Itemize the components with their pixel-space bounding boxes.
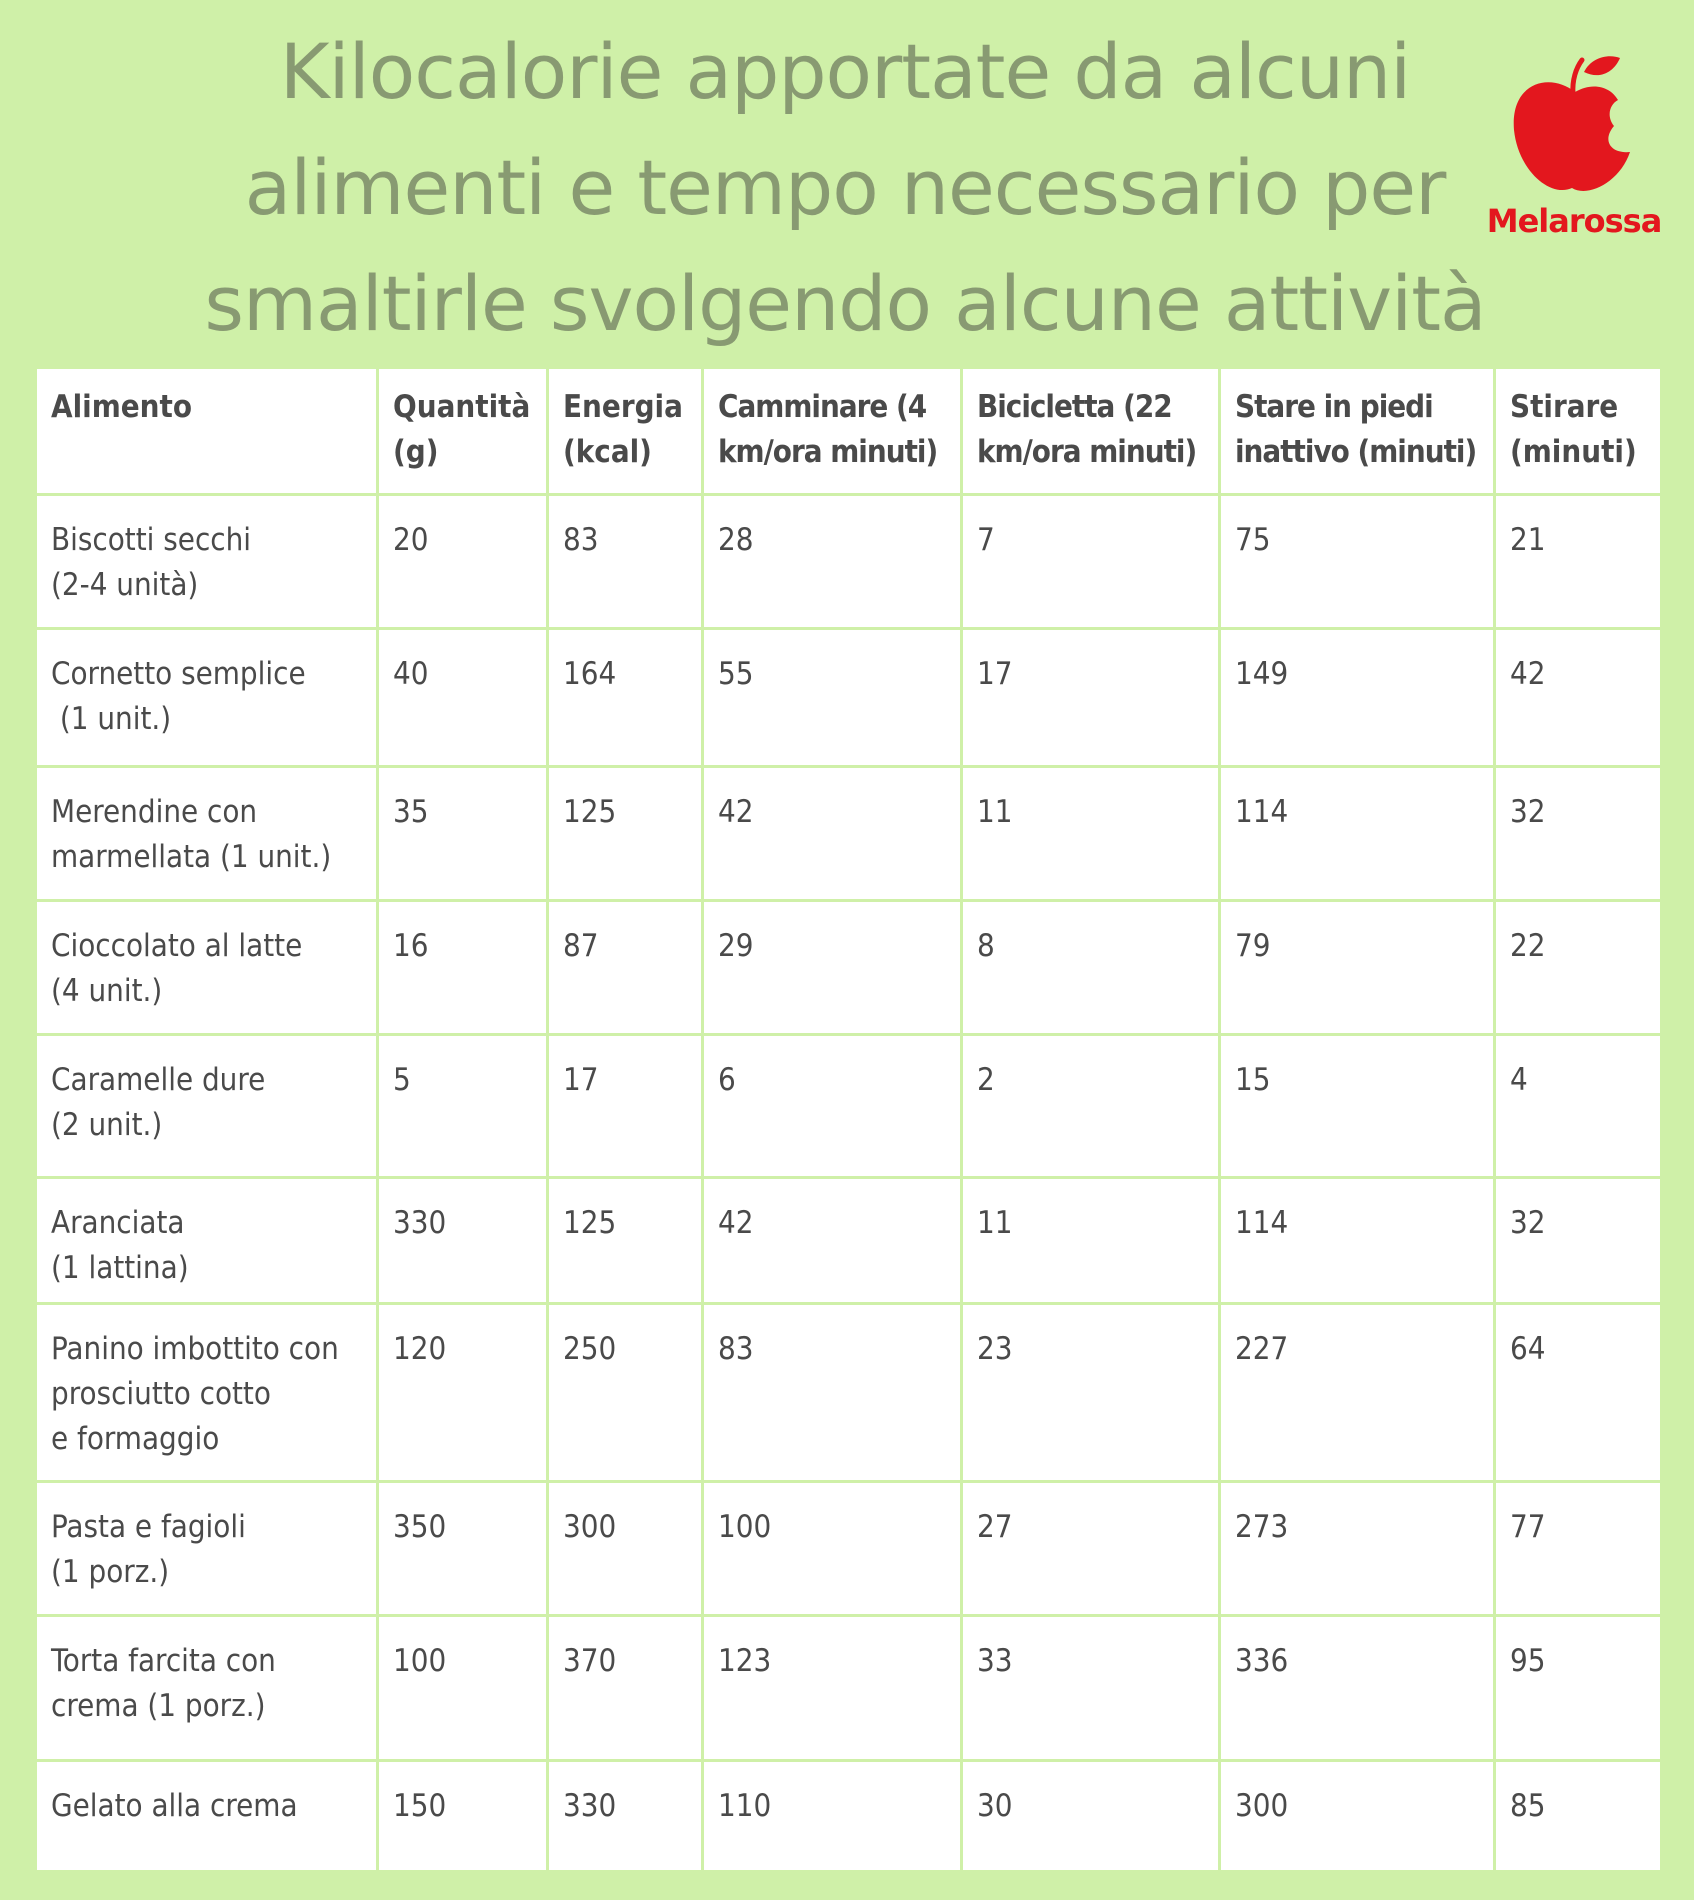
table-row — [36, 1482, 1662, 1616]
header-alimento: Alimento — [36, 368, 378, 495]
cell-qty: 120 — [378, 1304, 548, 1482]
cell-bike: 7 — [962, 495, 1220, 629]
cell-qty: 150 — [378, 1761, 548, 1872]
table-row — [36, 1616, 1662, 1761]
cell-alimento — [36, 1035, 378, 1178]
cell-alimento-line: (2-4 unità) — [51, 567, 199, 603]
cell-alimento-line: Merendine con — [51, 794, 258, 830]
cell-qty: 16 — [378, 901, 548, 1035]
table-row — [36, 629, 1662, 767]
cell-walk: 123 — [703, 1616, 962, 1761]
cell-kcal: 83 — [548, 495, 703, 629]
cell-alimento — [36, 1482, 378, 1616]
cell-iron: 64 — [1495, 1304, 1662, 1482]
cell-stand: 336 — [1220, 1616, 1495, 1761]
header-bicicletta: Bicicletta (22 km/ora minuti) — [962, 368, 1220, 495]
cell-stand: 114 — [1220, 1178, 1495, 1304]
cell-qty: 5 — [378, 1035, 548, 1178]
cell-walk: 110 — [703, 1761, 962, 1872]
cell-kcal: 164 — [548, 629, 703, 767]
table-row — [36, 1178, 1662, 1304]
cell-alimento — [36, 1761, 378, 1872]
header-stare-in-piedi: Stare in piedi inattivo (minuti) — [1220, 368, 1495, 495]
cell-alimento-line: (1 porz.) — [51, 1554, 170, 1590]
brand-logo — [1484, 52, 1664, 252]
cell-bike: 11 — [962, 1178, 1220, 1304]
cell-qty: 330 — [378, 1178, 548, 1304]
header-stirare: Stirare (minuti) — [1495, 368, 1662, 495]
title-line-3: smaltirle svolgendo alcune attività — [204, 259, 1486, 348]
cell-kcal: 300 — [548, 1482, 703, 1616]
cell-iron: 21 — [1495, 495, 1662, 629]
cell-walk: 42 — [703, 1178, 962, 1304]
cell-bike: 8 — [962, 901, 1220, 1035]
cell-iron: 42 — [1495, 629, 1662, 767]
cell-walk: 100 — [703, 1482, 962, 1616]
cell-bike: 33 — [962, 1616, 1220, 1761]
table-row — [36, 495, 1662, 629]
cell-alimento-line: crema (1 porz.) — [51, 1688, 266, 1724]
cell-alimento-line: Torta farcita con — [51, 1643, 276, 1679]
cell-alimento — [36, 1178, 378, 1304]
header-quantita: Quantità (g) — [378, 368, 548, 495]
cell-alimento-line: Gelato alla crema — [51, 1788, 298, 1824]
cell-kcal: 250 — [548, 1304, 703, 1482]
cell-iron: 77 — [1495, 1482, 1662, 1616]
cell-alimento — [36, 901, 378, 1035]
cell-walk: 55 — [703, 629, 962, 767]
table-row — [36, 901, 1662, 1035]
cell-qty: 40 — [378, 629, 548, 767]
cell-bike: 30 — [962, 1761, 1220, 1872]
cell-walk: 28 — [703, 495, 962, 629]
page-title — [160, 14, 1530, 362]
cell-walk: 6 — [703, 1035, 962, 1178]
cell-iron: 85 — [1495, 1761, 1662, 1872]
cell-bike: 27 — [962, 1482, 1220, 1616]
cell-bike: 17 — [962, 629, 1220, 767]
cell-stand: 75 — [1220, 495, 1495, 629]
cell-alimento — [36, 629, 378, 767]
table-row — [36, 1761, 1662, 1872]
cell-alimento — [36, 1616, 378, 1761]
cell-qty: 100 — [378, 1616, 548, 1761]
cell-stand: 15 — [1220, 1035, 1495, 1178]
cell-stand: 149 — [1220, 629, 1495, 767]
cell-alimento-line: e formaggio — [51, 1421, 220, 1457]
cell-walk: 29 — [703, 901, 962, 1035]
cell-alimento-line: marmellata (1 unit.) — [51, 839, 332, 875]
cell-kcal: 330 — [548, 1761, 703, 1872]
logo-text: Melarossa — [1486, 202, 1662, 240]
cell-kcal: 125 — [548, 1178, 703, 1304]
cell-alimento-line: Aranciata — [51, 1205, 185, 1241]
header-row — [36, 368, 1662, 495]
header-camminare: Camminare (4 km/ora minuti) — [703, 368, 962, 495]
cell-iron: 4 — [1495, 1035, 1662, 1178]
cell-stand: 79 — [1220, 901, 1495, 1035]
cell-alimento-line: (2 unit.) — [51, 1107, 163, 1143]
cell-qty: 350 — [378, 1482, 548, 1616]
table-row — [36, 767, 1662, 901]
cell-stand: 273 — [1220, 1482, 1495, 1616]
cell-alimento-line: (4 unit.) — [51, 973, 163, 1009]
cell-kcal: 125 — [548, 767, 703, 901]
cell-qty: 35 — [378, 767, 548, 901]
table-row — [36, 1304, 1662, 1482]
cell-walk: 42 — [703, 767, 962, 901]
cell-alimento-line: Cornetto semplice — [51, 656, 306, 692]
cell-alimento-line: prosciutto cotto — [51, 1376, 271, 1412]
cell-iron: 22 — [1495, 901, 1662, 1035]
cell-bike: 2 — [962, 1035, 1220, 1178]
cell-alimento-line: (1 unit.) — [51, 701, 172, 737]
cell-iron: 95 — [1495, 1616, 1662, 1761]
cell-kcal: 370 — [548, 1616, 703, 1761]
cell-kcal: 87 — [548, 901, 703, 1035]
cell-kcal: 17 — [548, 1035, 703, 1178]
title-line-2: alimenti e tempo necessario per — [244, 143, 1446, 232]
cell-alimento-line: Biscotti secchi — [51, 522, 252, 558]
calorie-table — [34, 366, 1663, 1873]
cell-alimento — [36, 495, 378, 629]
cell-alimento — [36, 767, 378, 901]
cell-alimento — [36, 1304, 378, 1482]
cell-alimento-line: Caramelle dure — [51, 1062, 266, 1098]
table-row — [36, 1035, 1662, 1178]
cell-alimento-line: Cioccolato al latte — [51, 928, 303, 964]
apple-icon — [1510, 52, 1640, 202]
cell-bike: 23 — [962, 1304, 1220, 1482]
cell-qty: 20 — [378, 495, 548, 629]
cell-stand: 227 — [1220, 1304, 1495, 1482]
cell-alimento-line: (1 lattina) — [51, 1250, 189, 1286]
cell-alimento-line: Panino imbottito con — [51, 1331, 339, 1367]
cell-bike: 11 — [962, 767, 1220, 901]
cell-stand: 300 — [1220, 1761, 1495, 1872]
cell-stand: 114 — [1220, 767, 1495, 901]
cell-alimento-line: Pasta e fagioli — [51, 1509, 246, 1545]
title-line-1: Kilocalorie apportate da alcuni — [279, 27, 1411, 116]
cell-iron: 32 — [1495, 767, 1662, 901]
header-energia: Energia (kcal) — [548, 368, 703, 495]
cell-walk: 83 — [703, 1304, 962, 1482]
cell-iron: 32 — [1495, 1178, 1662, 1304]
